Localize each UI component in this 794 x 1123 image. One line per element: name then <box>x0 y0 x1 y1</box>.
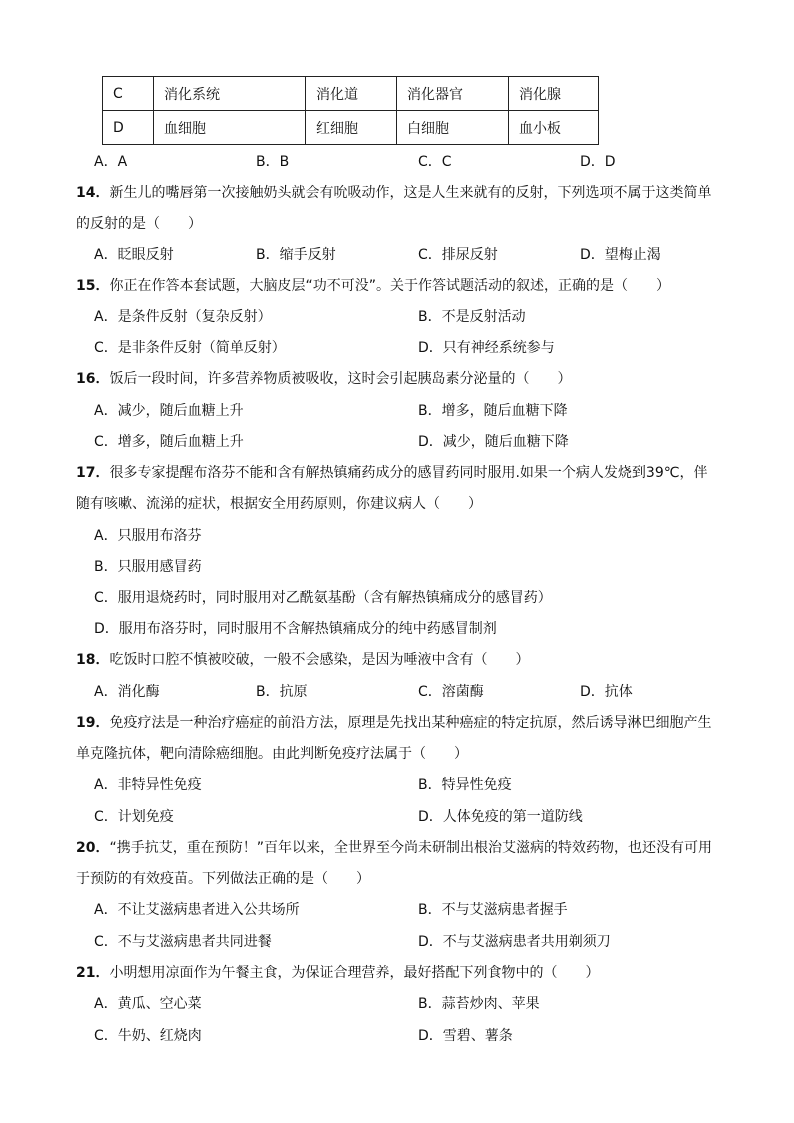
question-number: 14． <box>76 185 110 201</box>
option-c: C．不与艾滋病患者共同进餐 <box>94 934 272 950</box>
table-row <box>103 111 599 145</box>
question-text: 你正在作答本套试题，大脑皮层“功不可没”。关于作答试题活动的叙述，正确的是（ ） <box>109 278 670 294</box>
option-b: B．不是反射活动 <box>418 309 526 325</box>
option-c: C．增多，随后血糖上升 <box>94 434 244 450</box>
option-a: A．是条件反射（复杂反射） <box>94 309 272 325</box>
question-15 <box>76 277 670 295</box>
option-a: A．不让艾滋病患者进入公共场所 <box>94 902 300 918</box>
question-number: 20． <box>76 840 110 856</box>
answer-options-table <box>102 76 599 145</box>
question-17 <box>76 464 707 482</box>
option-a: A．A <box>94 154 128 170</box>
option-a: A．减少，随后血糖上升 <box>94 403 244 419</box>
table-cell: D <box>103 111 154 145</box>
option-b: B．抗原 <box>256 684 308 700</box>
option-a: A．消化酶 <box>94 684 160 700</box>
option-d: D．只有神经系统参与 <box>418 340 555 356</box>
table-cell: 消化腺 <box>509 77 599 111</box>
question-text: 很多专家提醒布洛芬不能和含有解热镇痛药成分的感冒药同时服用.如果一个病人发烧到39℃，伴 <box>109 465 708 481</box>
table-cell: 血细胞 <box>154 111 306 145</box>
option-d: D．不与艾滋病患者共用剃须刀 <box>418 934 611 950</box>
question-14 <box>76 184 711 202</box>
option-b: B．B <box>256 154 290 170</box>
question-text: “携手抗艾，重在预防！”百年以来，全世界至今尚未研制出根治艾滋病的特效药物，也还没有可用 <box>109 840 712 856</box>
question-number: 18． <box>76 652 110 668</box>
option-b: B．缩手反射 <box>256 247 336 263</box>
option-d: D．D <box>580 154 616 170</box>
option-c: C．是非条件反射（简单反射） <box>94 340 286 356</box>
table-cell: 血小板 <box>509 111 599 145</box>
question-text-continued: 单克隆抗体，靶向清除癌细胞。由此判断免疫疗法属于（ ） <box>76 746 468 762</box>
question-16 <box>76 370 571 388</box>
question-20 <box>76 839 712 857</box>
table-cell: 红细胞 <box>306 111 397 145</box>
option-a: A．非特异性免疫 <box>94 777 202 793</box>
question-19 <box>76 714 711 732</box>
question-text: 饭后一段时间，许多营养物质被吸收，这时会引起胰岛素分泌量的（ ） <box>109 371 572 387</box>
option-d: D．减少，随后血糖下降 <box>418 434 569 450</box>
option-a: A．黄瓜、空心菜 <box>94 996 202 1012</box>
option-d: D．服用布洛芬时，同时服用不含解热镇痛成分的纯中药感冒制剂 <box>94 621 497 637</box>
option-c: C．牛奶、红烧肉 <box>94 1028 202 1044</box>
option-b: B．只服用感冒药 <box>94 559 202 575</box>
question-number: 16． <box>76 371 110 387</box>
table-cell: C <box>103 77 154 111</box>
question-text-continued: 的反射的是（ ） <box>76 216 202 232</box>
option-b: B．特异性免疫 <box>418 777 512 793</box>
question-number: 17． <box>76 465 110 481</box>
option-d: D．抗体 <box>580 684 633 700</box>
option-b: B．不与艾滋病患者握手 <box>418 902 568 918</box>
table-cell: 白细胞 <box>397 111 509 145</box>
question-text-continued: 随有咳嗽、流涕的症状，根据安全用药原则，你建议病人（ ） <box>76 496 482 512</box>
question-text: 小明想用凉面作为午餐主食，为保证合理营养，最好搭配下列食物中的（ ） <box>109 965 600 981</box>
option-c: C．服用退烧药时，同时服用对乙酰氨基酚（含有解热镇痛成分的感冒药） <box>94 590 552 606</box>
table-cell: 消化系统 <box>154 77 306 111</box>
option-c: C．排尿反射 <box>418 247 498 263</box>
table-row <box>103 77 599 111</box>
question-number: 21． <box>76 965 110 981</box>
option-a: A．只服用布洛芬 <box>94 528 202 544</box>
option-b: B．蒜苔炒肉、苹果 <box>418 996 540 1012</box>
option-c: C．C <box>418 154 452 170</box>
option-d: D．雪碧、薯条 <box>418 1028 513 1044</box>
question-21 <box>76 964 599 982</box>
question-text: 免疫疗法是一种治疗癌症的前沿方法，原理是先找出某种癌症的特定抗原，然后诱导淋巴细胞产生 <box>109 715 712 731</box>
question-text-continued: 于预防的有效疫苗。下列做法正确的是（ ） <box>76 871 370 887</box>
option-c: C．计划免疫 <box>94 809 174 825</box>
option-d: D．人体免疫的第一道防线 <box>418 809 583 825</box>
table-cell: 消化道 <box>306 77 397 111</box>
question-18 <box>76 651 529 669</box>
question-text: 吃饭时口腔不慎被咬破，一般不会感染，是因为唾液中含有（ ） <box>109 652 530 668</box>
question-text: 新生儿的嘴唇第一次接触奶头就会有吮吸动作，这是人生来就有的反射，下列选项不属于这类简单 <box>109 185 712 201</box>
option-a: A．眨眼反射 <box>94 247 174 263</box>
option-c: C．溶菌酶 <box>418 684 484 700</box>
option-d: D．望梅止渴 <box>580 247 661 263</box>
table-cell: 消化器官 <box>397 77 509 111</box>
option-b: B．增多，随后血糖下降 <box>418 403 568 419</box>
question-number: 19． <box>76 715 110 731</box>
question-number: 15． <box>76 278 110 294</box>
